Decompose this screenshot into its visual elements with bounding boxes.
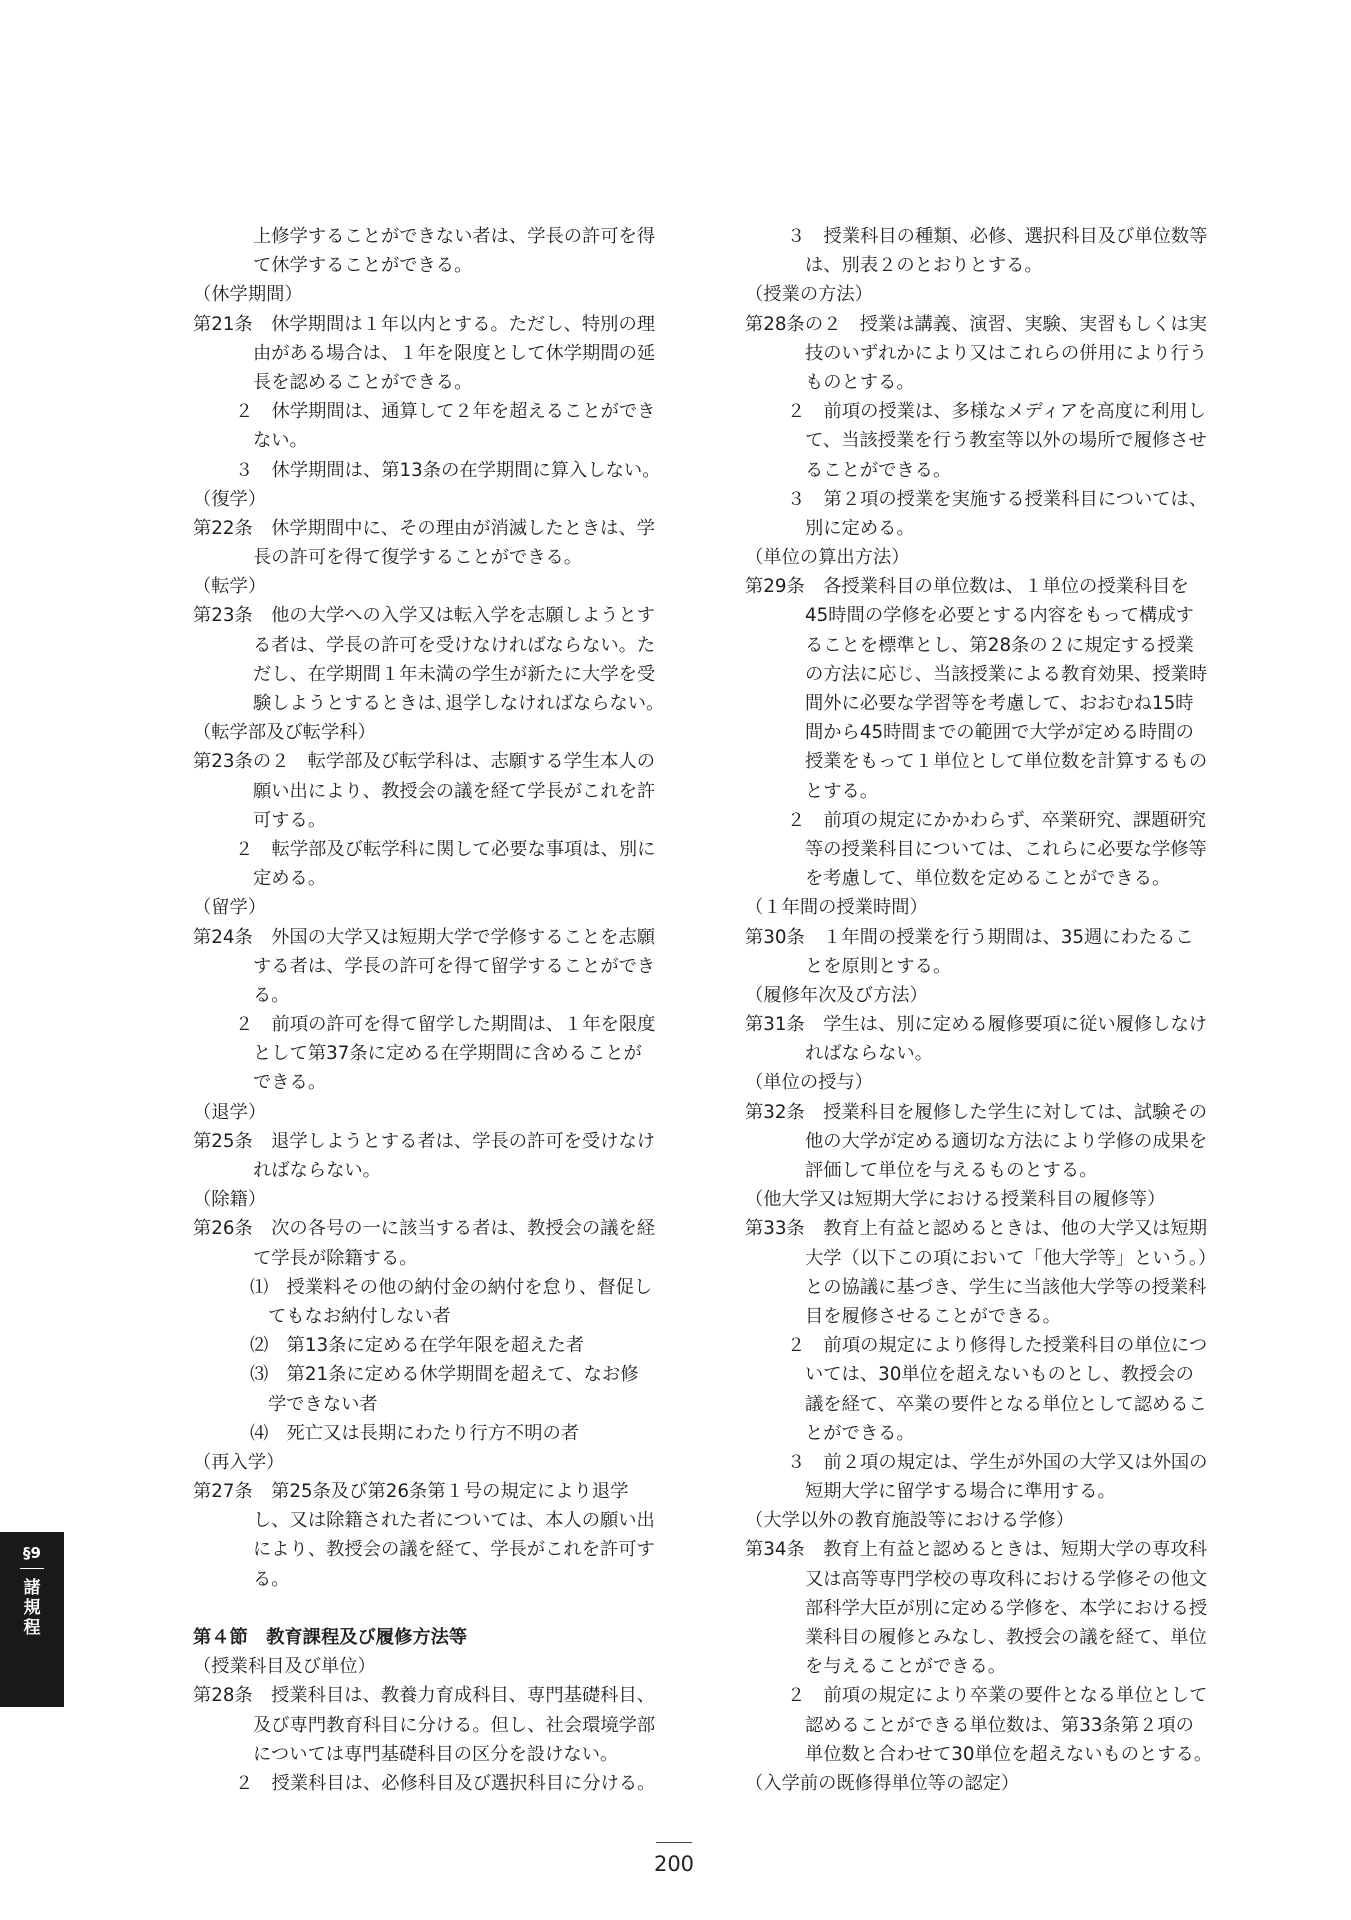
text-line: 第29条 各授業科目の単位数は、１単位の授業科目を [745,576,1189,598]
text-line: を考慮して、単位数を定めることができる。 [805,868,1171,890]
text-line: 業科目の履修とみなし、教授会の議を経て、単位 [805,1627,1207,1648]
text-line: ２ 前項の規定により卒業の要件となる単位として [787,1685,1208,1707]
text-line: ３ 休学期間は、第13条の在学期間に算入しない。 [235,459,661,481]
text-line: 可する。 [253,809,327,831]
text-line: 長の許可を得て復学することができる。 [253,547,583,569]
chapter-side-tab [0,1532,64,1707]
text-line: 第28条 授業科目は、教養力育成科目、専門基礎科目、 [193,1685,656,1707]
chapter-tab-divider [20,1568,44,1569]
text-line: 議を経て、卒業の要件となる単位として認めるこ [805,1393,1207,1415]
text-line: 長を認めることができる。 [253,371,473,393]
page-number: 200 [653,1852,695,1876]
text-line: 第31条 学生は、別に定める履修要項に従い履修しなけ [745,1014,1208,1036]
text-line: ればならない。 [253,1160,381,1181]
text-line: ることを標準とし、第28条の２に規定する授業 [805,634,1194,656]
text-line: て学長が除籍する。 [253,1247,418,1269]
text-line: （転学） [193,576,267,598]
text-line: ⑷ 死亡又は長期にわたり行方不明の者 [250,1422,580,1444]
text-line: 間外に必要な学習等を考慮して、おおむね15時 [805,693,1194,714]
text-line: （転学部及び転学科） [193,722,376,744]
text-line: は、別表２のとおりとする。 [805,255,1043,277]
text-line: する者は、学長の許可を得て留学することができ [253,955,656,977]
text-line: 第30条 １年間の授業を行う期間は、35週にわたるこ [745,926,1194,948]
text-line: （再入学） [193,1451,285,1473]
text-line: 第27条 第25条及び第26条第１号の規定により退学 [193,1481,629,1503]
text-line: 第34条 教育上有益と認めるときは、短期大学の専攻科 [745,1539,1208,1561]
text-line: 験しようとするときは､退学しなければならない。 [253,693,665,714]
text-line: 評価して単位を与えるものとする。 [805,1160,1098,1181]
text-line: （１年間の授業時間） [745,897,928,919]
text-line: 授業をもって１単位として単位数を計算するもの [805,751,1208,773]
text-line: 等の授業科目については、これらに必要な学修等 [805,838,1207,860]
text-line: ２ 転学部及び転学科に関して必要な事項は、別に [235,838,656,860]
text-line: とを原則とする。 [805,955,952,977]
text-line: ものとする。 [805,371,915,393]
text-line: 第23条 他の大学への入学又は転入学を志願しようとす [193,605,656,627]
left-column [193,222,675,1798]
text-line: ⑶ 第21条に定める休学期間を超えて、なお修 [250,1364,639,1386]
text-line: （入学前の既修得単位等の認定） [745,1772,1020,1794]
section-spacer [193,1594,675,1623]
text-line: ２ 前項の授業は、多様なメディアを高度に利用し [787,401,1207,423]
text-line: （単位の算出方法） [745,547,910,569]
text-line: （休学期間） [193,284,303,306]
text-line: ２ 前項の規定にかかわらず、卒業研究、課題研究 [787,809,1207,831]
text-line: 第32条 授業科目を履修した学生に対しては、試験その [745,1101,1208,1123]
text-line: 第26条 次の各号の一に該当する者は、教授会の議を経 [193,1218,656,1240]
text-line: 又は高等専門学校の専攻科における学修その他文 [805,1568,1208,1590]
text-line: を与えることができる。 [805,1656,1007,1678]
text-line: る者は、学長の許可を受けなければならない。た [253,634,656,656]
text-line: （授業の方法） [745,284,873,306]
text-line: として第37条に定める在学期間に含めることが [253,1043,642,1065]
text-line: 学できない者 [268,1393,378,1415]
text-line: 願い出により、教授会の議を経て学長がこれを許 [253,780,656,802]
text-line: ２ 休学期間は、通算して２年を超えることができ [235,401,656,423]
text-line: （単位の授与） [745,1072,873,1094]
text-line: てもなお納付しない者 [268,1305,451,1327]
text-line: 及び専門教育科目に分ける。但し、社会環境学部 [253,1714,656,1736]
text-line: 45時間の学修を必要とする内容をもって構成す [805,605,1194,627]
text-line: だし、在学期間１年未満の学生が新たに大学を受 [253,663,656,685]
text-line: て、当該授業を行う教室等以外の場所で履修させ [805,430,1207,452]
text-line: 第24条 外国の大学又は短期大学で学修することを志願 [193,926,656,948]
text-line: ればならない。 [805,1043,933,1065]
text-line: ３ 第２項の授業を実施する授業科目については、 [787,488,1208,510]
text-line: ３ 授業科目の種類、必修、選択科目及び単位数等 [787,226,1208,247]
text-line: ２ 前項の許可を得て留学した期間は、１年を限度 [235,1014,656,1036]
text-line: （大学以外の教育施設等における学修） [745,1510,1075,1532]
text-line: については専門基礎科目の区分を設けない。 [253,1743,619,1765]
text-line: ３ 前２項の規定は、学生が外国の大学又は外国の [787,1451,1208,1473]
text-line: 短期大学に留学する場合に準用する。 [805,1481,1116,1503]
text-line: 目を履修させることができる。 [805,1305,1061,1327]
text-line: 第21条 休学期間は１年以内とする。ただし、特別の理 [193,313,656,335]
text-line: る。 [253,1568,290,1590]
text-line: し、又は除籍された者については、本人の願い出 [253,1510,655,1532]
text-line: 第25条 退学しようとする者は、学長の許可を受けなけ [193,1130,656,1152]
text-line: 由がある場合は、１年を限度として休学期間の延 [253,342,656,364]
text-line: （退学） [193,1101,267,1123]
text-line: とする。 [805,780,879,802]
text-line: ⑵ 第13条に定める在学年限を超えた者 [250,1335,585,1357]
text-line: 第22条 休学期間中に、その理由が消滅したときは、学 [193,517,656,539]
text-line: て休学することができる。 [253,255,473,277]
text-line: （復学） [193,488,267,510]
text-line: 別に定める。 [805,517,915,539]
right-column [745,222,1227,1798]
text-line: により、教授会の議を経て、学長がこれを許可す [253,1539,655,1561]
text-line: 第23条の２ 転学部及び転学科は、志願する学生本人の [193,751,656,773]
text-line: （留学） [193,897,267,919]
text-line: （除籍） [193,1189,267,1211]
text-line: 部科学大臣が別に定める学修を、本学における授 [805,1597,1208,1619]
text-line: （履修年次及び方法） [745,984,928,1006]
text-line: できる。 [253,1072,327,1094]
text-line: 大学（以下この項において「他大学等」という。） [805,1247,1217,1269]
text-line: とができる。 [805,1422,915,1444]
text-line: 定める。 [253,868,327,890]
text-line: ２ 前項の規定により修得した授業科目の単位につ [787,1335,1208,1357]
text-line: 第28条の２ 授業は講義、演習、実験、実習もしくは実 [745,313,1208,335]
text-line: 認めることができる単位数は、第33条第２項の [805,1714,1194,1736]
chapter-number: §9 [23,1544,41,1562]
text-line: ることができる。 [805,459,952,481]
text-line: 単位数と合わせて30単位を超えないものとする。 [805,1743,1213,1765]
text-line: る。 [253,984,290,1006]
text-line: の方法に応じ、当該授業による教育効果、授業時 [805,663,1208,685]
text-line: いては、30単位を超えないものとし、教授会の [805,1364,1194,1386]
text-line: 技のいずれかにより又はこれらの併用により行う [805,342,1208,364]
text-line: ない。 [253,430,308,452]
text-line: 第33条 教育上有益と認めるときは、他の大学又は短期 [745,1218,1208,1240]
section-heading: 第４節 教育課程及び履修方法等 [193,1627,468,1648]
text-line: （授業科目及び単位） [193,1656,376,1678]
text-line: ⑴ 授業料その他の納付金の納付を怠り、督促し [250,1276,653,1298]
text-line: 上修学することができない者は、学長の許可を得 [253,226,656,247]
text-line: ２ 授業科目は、必修科目及び選択科目に分ける。 [235,1772,656,1794]
text-line: との協議に基づき、学生に当該他大学等の授業科 [805,1276,1207,1298]
text-line: 間から45時間までの範囲で大学が定める時間の [805,722,1194,744]
text-line: 他の大学が定める適切な方法により学修の成果を [805,1130,1208,1152]
chapter-title: 諸 規 程 [23,1578,41,1638]
text-line: （他大学又は短期大学における授業科目の履修等） [745,1189,1166,1211]
page-number-rule [656,1842,692,1843]
